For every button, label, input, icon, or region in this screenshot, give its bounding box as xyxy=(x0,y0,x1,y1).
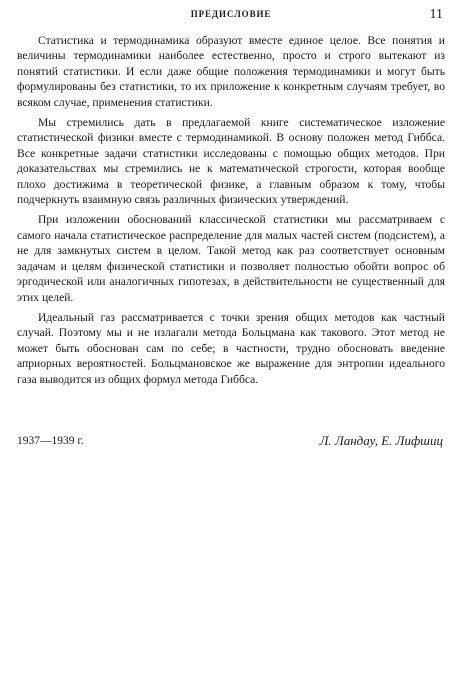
preface-text xyxy=(17,33,445,392)
page-header xyxy=(17,7,445,25)
signature-date: 1937—1939 г. xyxy=(17,435,84,447)
paragraph: Идеальный газ рассматривается с точки зрения общих методов как частный случай. Поэтому мы и не излагали метода Больцмана как такового. Этот метод не может быть обоснован сам по себе; в частности, трудно обосновать введение априорных вероятностей. Больцмановское же выражение для энтропии идеального газа выводится из общих формул метода Гиббса. xyxy=(17,310,445,386)
signature-authors: Л. Ландау, Е. Лифшиц xyxy=(319,433,443,448)
signature-line xyxy=(17,433,445,451)
paragraph: При изложении обоснований классической статистики мы рассматриваем с самого начала статистическое распределение для малых частей систем (подсистем), а не для замкнутых систем в целом. Такой метод как раз соответствует основным задачам и целям физической статистики и позволяет полностью обойти вопрос об эргодической или аналогичных гипотезах, в действительности не существенный для этих целей. xyxy=(17,213,445,304)
paragraph: Статистика и термодинамика образуют вместе единое целое. Все понятия и величины термодинамики наиболее естественно, просто и строго вытекают из понятий статистики. И если даже общие положения термодинамики и могут быть формулированы без статистики, то их приложение к конкретным случаям требует, во всяком случае, применения статистики. xyxy=(17,34,445,109)
page-number: 11 xyxy=(429,7,443,22)
running-head: ПРЕДИСЛОВИЕ xyxy=(190,9,272,19)
paragraph: Мы стремились дать в предлагаемой книге систематическое изложение статистической физики вместе с термодинамикой. В основу положен метод Гиббса. Все конкретные задачи статистики исследованы с помощью общих методов. При доказательствах мы стремились не к математической строгости, которая вообще плохо достижима в теоретической физике, а главным образом к тому, чтобы подчеркнуть взаимную связь различных физических утверждений. xyxy=(17,116,445,207)
